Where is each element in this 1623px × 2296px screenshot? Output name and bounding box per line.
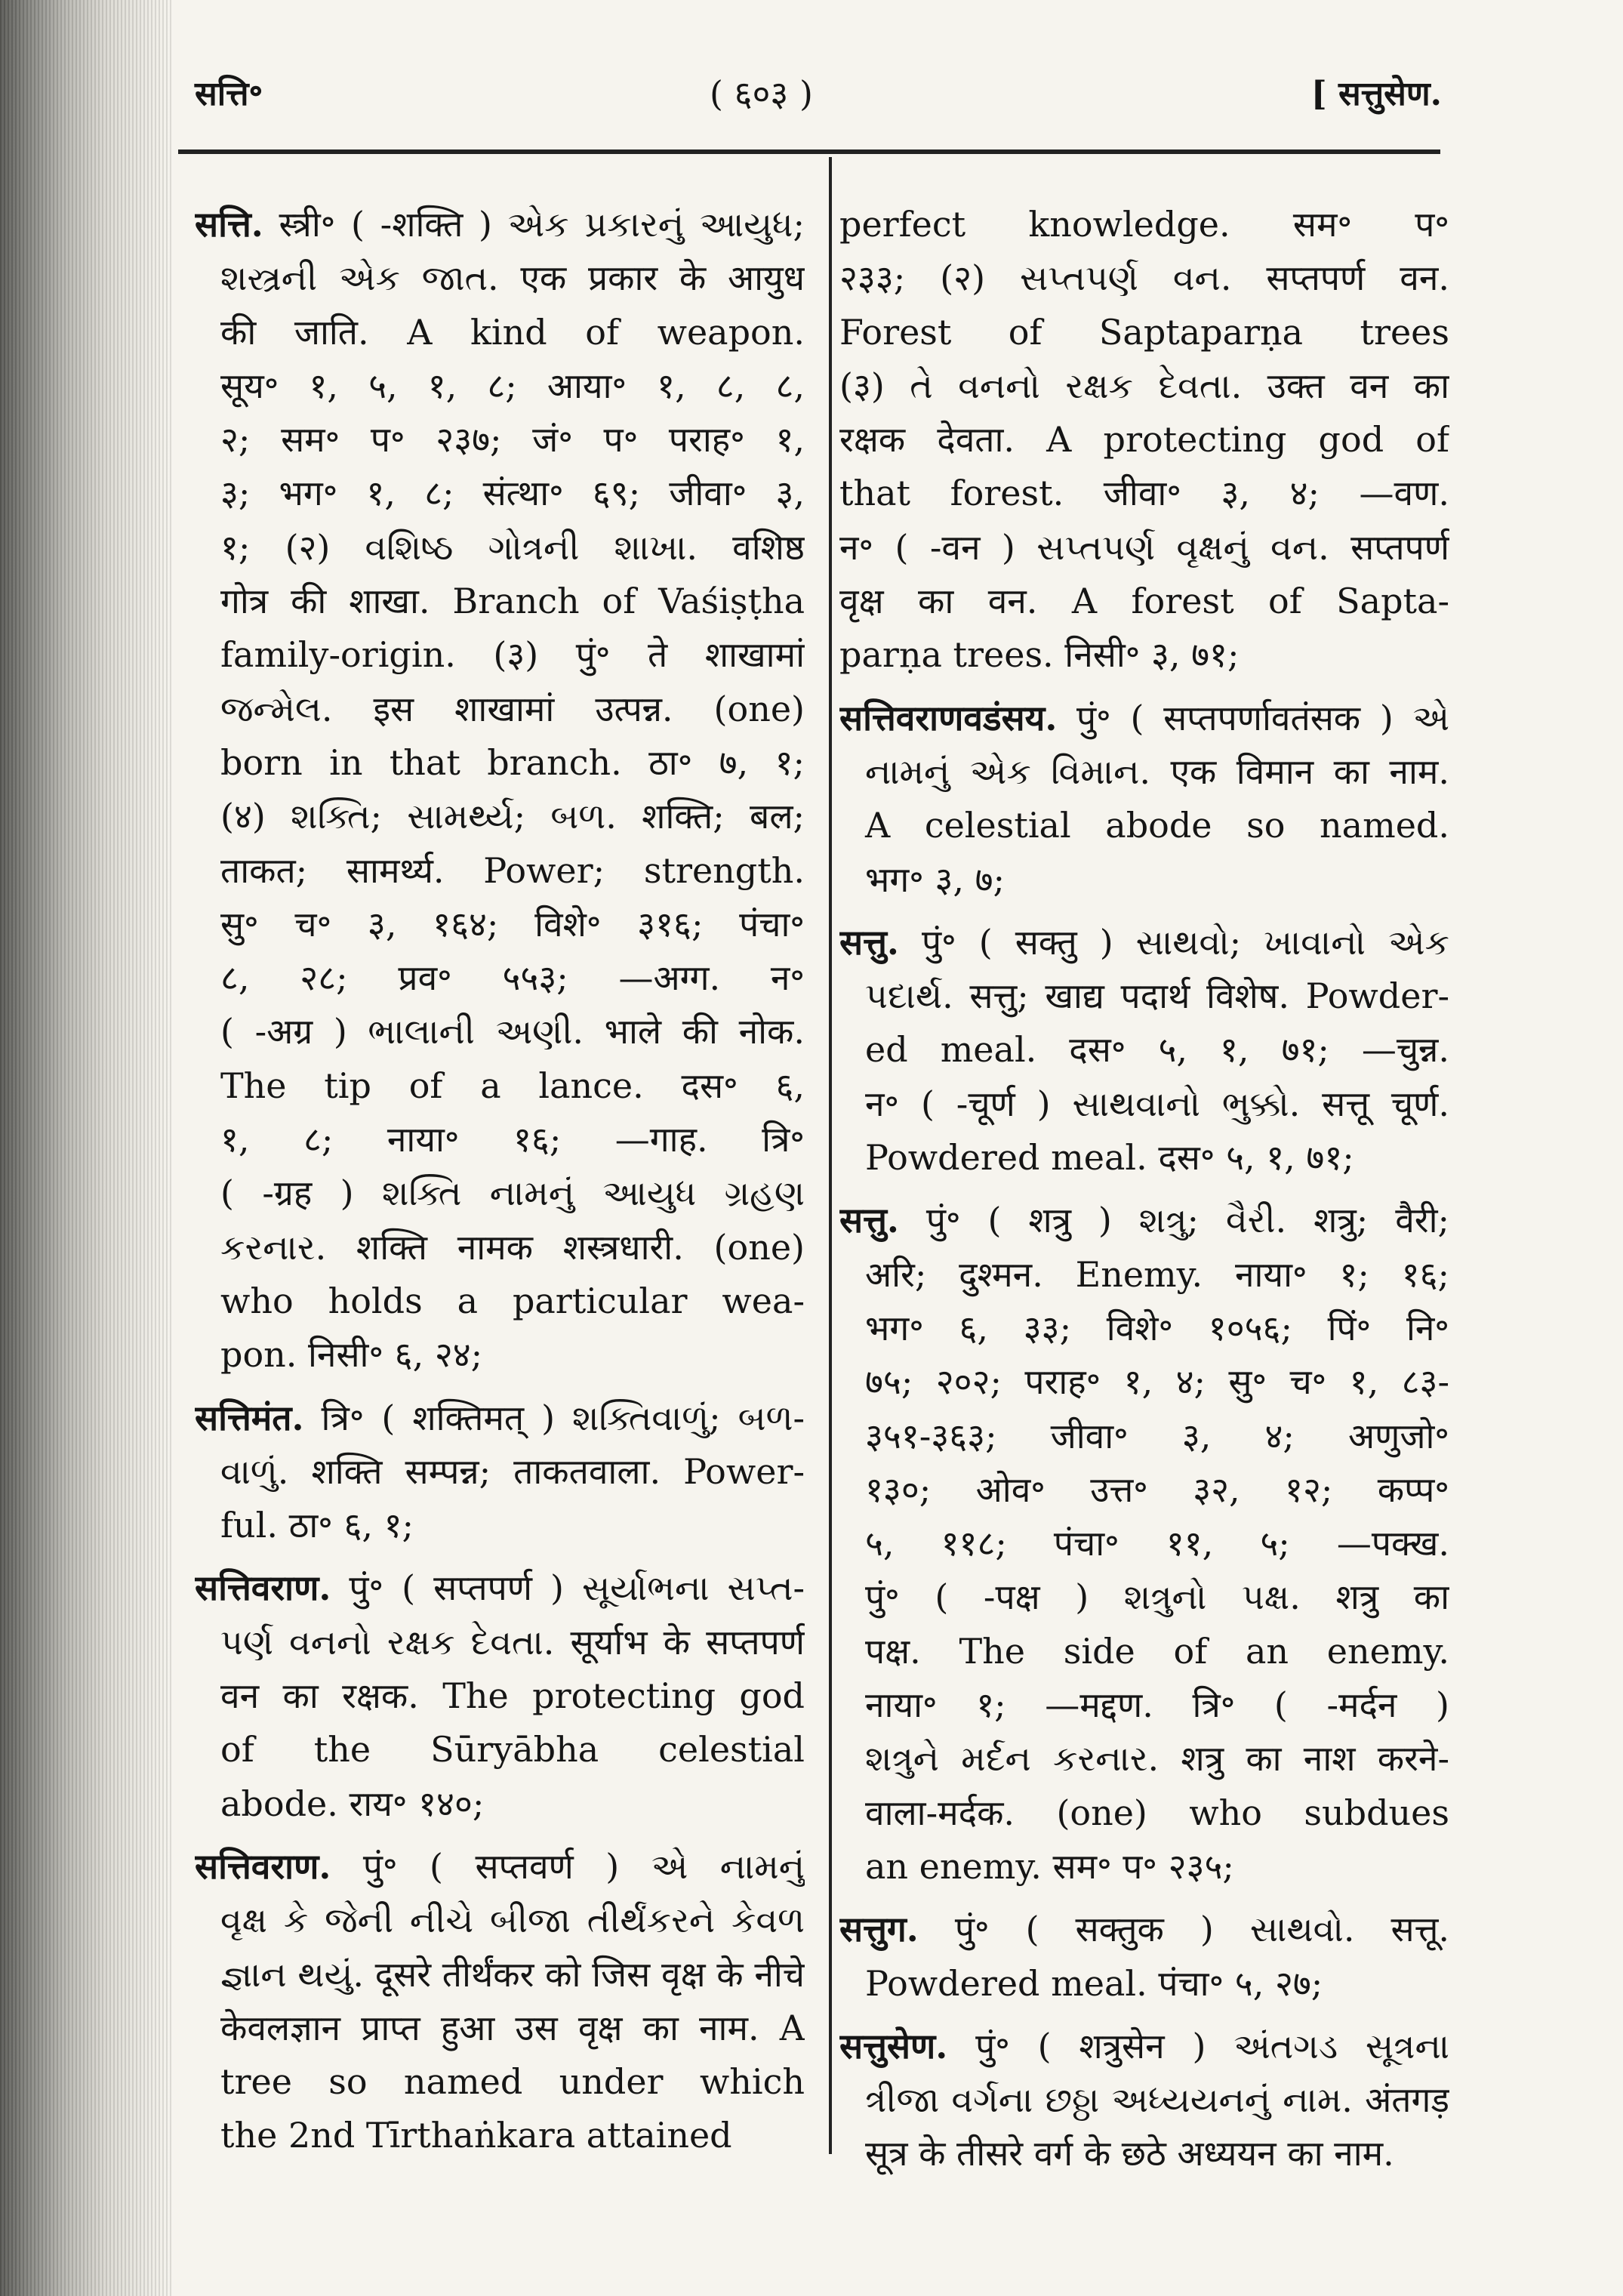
entry-line (839, 1077, 1449, 1131)
entry-text: पुं॰ ( सक्तुक ) સાથવો. सत्तू. (954, 1909, 1449, 1950)
entry-line (195, 736, 805, 790)
entry-text: (४) શક્તિ; સામર્થ્ય; બળ. शक्ति; बल; (220, 796, 805, 837)
entry-text: જ્ઞાન થયું. दूसरे तीर्थंकर को जिस वृक्ष के नीचे (220, 1953, 805, 1995)
entry-text: स्त्री॰ ( -शक्ति ) એક પ્રકારનું આયુધ; (279, 204, 805, 245)
entry-line (839, 1302, 1449, 1355)
entry-line (195, 951, 805, 1005)
entry-text: ful. ठा॰ ६, १; (220, 1505, 414, 1546)
entry-text: ३; भग॰ १, ८; संत्था॰ ६९; जीवा॰ ३, (220, 473, 805, 514)
entry-text: નામનું એક વિમાન. एक विमान का नाम. (865, 750, 1449, 792)
entry-line (839, 467, 1449, 520)
dictionary-entry (839, 1194, 1449, 1894)
left-column (195, 198, 805, 2163)
dictionary-entry (839, 198, 1449, 683)
entry-headword: सत्तिमंत. (195, 1397, 304, 1438)
entry-text: सूय॰ १, ५, १, ८; आया॰ १, ८, ८, (220, 365, 805, 406)
entry-line (195, 306, 805, 359)
entry-text: न॰ ( -वन ) સપ્તપર્ણ વૃક્ષનું વન. सप्तपर्ण (839, 526, 1449, 568)
entry-line (195, 359, 805, 413)
entry-text: पुं॰ ( सप्तवर्ण ) એ નામનું (362, 1845, 805, 1887)
entry-line (839, 1903, 1449, 1956)
entry-text: who holds a particular wea- (220, 1280, 805, 1321)
entry-line (195, 521, 805, 575)
entry-line (839, 799, 1449, 852)
entry-line (839, 1678, 1449, 1732)
entry-text: ८, २८; प्रव॰ ५५३; —अग्ग. न॰ (220, 957, 805, 999)
entry-line (195, 1499, 805, 1552)
entry-text: જન્મેલ. इस शाखामां उत्पन्न. (one) (220, 688, 805, 729)
entry-text: ३५१-३६३; जीवा॰ ३, ४; अणुजो॰ (865, 1415, 1449, 1456)
entry-headword: सत्ति. (195, 204, 263, 245)
running-head-left: सत्ति॰ (195, 75, 263, 113)
entry-text: पुं॰ ( सप्तपर्ण ) સૂર્યાભના સપ્ત- (349, 1567, 805, 1609)
entry-line (195, 251, 805, 305)
entry-text: १३०; ओव॰ उत्त॰ ३२, १२; कप्प॰ (865, 1469, 1449, 1510)
entry-text: भग॰ ३, ७; (865, 858, 1006, 900)
entry-headword: सत्तुसेण. (839, 2025, 948, 2066)
entry-text: सु॰ च॰ ३, १६४; विशे॰ ३१६; पंचा॰ (220, 903, 805, 945)
entry-text: त्रि॰ ( शक्तिमत् ) શક્તિવાળું; બળ- (321, 1397, 805, 1438)
entry-line (195, 1840, 805, 1894)
entry-line (195, 198, 805, 251)
entry-text: की जाति. A kind of weapon. (220, 311, 805, 353)
entry-line (195, 2055, 805, 2109)
entry-line (195, 2109, 805, 2162)
entry-line (195, 1894, 805, 1947)
entry-text: पुं॰ ( -पक्ष ) શત્રુનો પક્ષ. शत्रु का (865, 1576, 1449, 1618)
entry-line (839, 1023, 1449, 1077)
entry-text: born in that branch. ठा॰ ७, १; (220, 741, 805, 783)
right-column (839, 198, 1449, 2181)
entry-line (195, 898, 805, 951)
scanned-page-edge (0, 0, 174, 2296)
entry-text: pon. निसी॰ ६, २४; (220, 1334, 483, 1376)
entry-text: શત્રુને મર્દન કરનાર. शत्रु का नाश करने- (865, 1738, 1449, 1780)
entry-line (839, 1194, 1449, 1247)
page-number: ( ६०३ ) (710, 73, 813, 114)
entry-line (839, 1355, 1449, 1409)
entry-text: पुं॰ ( सक्तु ) સાથવો; ખાવાનો એક (921, 921, 1449, 963)
entry-text: गोत्र की शाखा. Branch of Vaśiṣṭha (220, 581, 805, 622)
entry-line (195, 1391, 805, 1445)
entry-line (839, 692, 1449, 745)
entry-line (195, 683, 805, 736)
dictionary-entry (839, 916, 1449, 1185)
entry-headword: सत्तु. (839, 921, 899, 963)
entry-headword: सत्तिवराण. (195, 1567, 331, 1609)
entry-line (839, 1732, 1449, 1786)
entry-text: family-origin. (३) पुं॰ ते शाखामां (220, 634, 805, 676)
entry-line (839, 306, 1449, 359)
entry-text: पक्ष. The side of an enemy. (865, 1630, 1449, 1672)
entry-text: ७५; २०२; पराह॰ १, ४; सु॰ च॰ १, ८३- (865, 1361, 1449, 1403)
dictionary-entry (195, 198, 805, 1382)
entry-line (839, 1957, 1449, 2011)
entry-line (195, 844, 805, 898)
entry-line (195, 1113, 805, 1166)
entry-line (839, 1840, 1449, 1894)
entry-line (195, 1328, 805, 1382)
dictionary-entry (195, 1391, 805, 1553)
entry-text: Powdered meal. पंचा॰ ५, २७; (865, 1962, 1323, 2004)
entry-text: ત્રીજા વર્ગના છઠ્ઠા અધ્યયનનું નામ. अंतगड़ (865, 2079, 1449, 2121)
entry-text: ५, ११८; पंचा॰ ११, ५; —पक्ख. (865, 1523, 1449, 1564)
entry-line (839, 413, 1449, 467)
entry-text: वन का रक्षक. The protecting god (220, 1675, 805, 1717)
entry-line (839, 628, 1449, 682)
entry-headword: सत्तिवराण. (195, 1845, 331, 1887)
entry-line (839, 359, 1449, 413)
entry-line (195, 1777, 805, 1831)
entry-text: नाया॰ १; —मद्दण. त्रि॰ ( -मर्दन ) (865, 1684, 1449, 1726)
entry-line (195, 467, 805, 520)
entry-line (839, 575, 1449, 628)
entry-line (195, 790, 805, 843)
entry-text: भग॰ ६, ३३; विशे॰ १०५६; पिं॰ नि॰ (865, 1307, 1449, 1348)
entry-text: વાળું. शक्ति सम्पन्न; ताकतवाला. Power- (220, 1450, 805, 1492)
entry-text: २३३; (२) સપ્તપર્ણ વન. सप्तपर्ण वन. (839, 257, 1449, 299)
entry-text: २; सम॰ प॰ २३७; जं॰ प॰ पराह॰ १, (220, 419, 805, 461)
entry-text: पुं॰ ( शत्रुसेन ) અંતગડ સૂત્રના (975, 2025, 1449, 2066)
entry-text: वृक्ष का वन. A forest of Sapta- (839, 581, 1449, 622)
entry-text: that forest. जीवा॰ ३, ४; —वण. (839, 473, 1449, 514)
entry-line (839, 1410, 1449, 1463)
entry-line (839, 853, 1449, 907)
entry-line (839, 198, 1449, 251)
entry-line (195, 575, 805, 628)
entry-line (839, 2127, 1449, 2180)
entry-text: કરનાર. शक्ति नामक शस्त्रधारी. (one) (220, 1226, 805, 1268)
entry-text: parṇa trees. निसी॰ ३, ७१; (839, 634, 1240, 676)
entry-line (195, 2002, 805, 2055)
entry-text: ताकत; सामर्थ्य. Power; strength. (220, 849, 805, 891)
entry-line (839, 2020, 1449, 2073)
entry-text: वाला-मर्दक. (one) who subdues (865, 1792, 1449, 1833)
entry-line (195, 1274, 805, 1328)
entry-line (195, 1445, 805, 1499)
entry-line (839, 2073, 1449, 2127)
entry-text: केवलज्ञान प्राप्त हुआ उस वृक्ष का नाम. A (220, 2007, 805, 2048)
entry-line (839, 745, 1449, 799)
entry-text: શસ્ત્રની એક જાત. एक प्रकार के आयुध (220, 257, 805, 299)
entry-line (839, 1625, 1449, 1678)
dictionary-entry (839, 2020, 1449, 2181)
entry-text: the 2nd Tīrthaṅkara attained (220, 2115, 732, 2156)
entry-headword: सत्तु. (839, 1200, 899, 1241)
column-divider (829, 157, 832, 2154)
entry-text: पुं॰ ( सप्तपर्णावतंसक ) એ (1076, 697, 1449, 738)
entry-text: पुं॰ ( शत्रु ) શત્રુ; વૈરી. शत्रु; वैरी; (925, 1200, 1449, 1241)
entry-text: रक्षक देवता. A protecting god of (839, 419, 1449, 461)
entry-text: A celestial abode so named. (865, 805, 1449, 846)
entry-text: सूत्र के तीसरे वर्ग के छठे अध्ययन का नाम. (865, 2133, 1394, 2174)
entry-line (195, 1723, 805, 1777)
entry-line (839, 251, 1449, 305)
entry-text: પર્ણ વનનો રક્ષક દેવતા. सूर्याभ के सप्तपर्ण (220, 1621, 805, 1663)
entry-text: १, ८; नाया॰ १६; —गाह. त्रि॰ (220, 1119, 805, 1160)
entry-line (195, 628, 805, 682)
entry-text: tree so named under which (220, 2061, 805, 2103)
running-head-right: [ सत्तुसेण. (1310, 75, 1442, 113)
entry-text: Powdered meal. दस॰ ५, १, ७१; (865, 1137, 1354, 1179)
entry-text: ed meal. दस॰ ५, १, ७१; —चुन्न. (865, 1029, 1449, 1071)
entry-line (195, 1561, 805, 1615)
entry-line (839, 1517, 1449, 1570)
entry-line (839, 1786, 1449, 1840)
entry-line (839, 969, 1449, 1023)
entry-line (839, 1248, 1449, 1302)
entry-headword: सत्तिवराणवडंसय. (839, 697, 1058, 738)
entry-text: (३) તે વનનો રક્ષક દેવતા. उक्त वन का (839, 365, 1449, 406)
entry-text: अरि; दुश्मन. Enemy. नाया॰ १; १६; (865, 1253, 1449, 1295)
entry-text: The tip of a lance. दस॰ ६, (220, 1065, 805, 1106)
entry-line (195, 1669, 805, 1723)
entry-line (839, 916, 1449, 969)
entry-text: ( -ग्रह ) શક્તિ નામનું આયુધ ગ્રહણ (220, 1173, 805, 1214)
entry-text: Forest of Saptaparṇa trees (839, 311, 1449, 353)
dictionary-entry (195, 1561, 805, 1830)
entry-line (839, 521, 1449, 575)
dictionary-entry (195, 1840, 805, 2163)
entry-text: પદાર્થ. सत्तु; खाद्य पदार्थ विशेष. Powder- (865, 975, 1449, 1017)
entry-line (195, 1005, 805, 1059)
dictionary-entry (839, 692, 1449, 907)
entry-line (195, 1948, 805, 2002)
entry-headword: सत्तुग. (839, 1909, 919, 1950)
entry-line (195, 1221, 805, 1274)
entry-line (195, 1059, 805, 1113)
entry-line (195, 1616, 805, 1669)
header-rule (178, 149, 1440, 154)
entry-text: ( -अग्र ) ભાલાની અણી. भाले की नोक. (220, 1011, 805, 1052)
entry-text: abode. राय॰ १४०; (220, 1783, 485, 1824)
entry-text: perfect knowledge. सम॰ प॰ (839, 204, 1449, 245)
entry-text: વૃક્ષ કે જેની નીચે બીજા તીર્થંકરને કેવળ (220, 1900, 805, 1941)
entry-line (195, 1166, 805, 1220)
entry-text: of the Sūryābha celestial (220, 1729, 805, 1771)
dictionary-entry (839, 1903, 1449, 2011)
entry-line (839, 1570, 1449, 1624)
entry-text: an enemy. सम॰ प॰ २३५; (865, 1845, 1234, 1887)
entry-line (839, 1463, 1449, 1517)
entry-line (839, 1131, 1449, 1185)
entry-text: १; (२) વશિષ્ઠ ગોત્રની શાખા. वशिष्ठ (220, 526, 805, 568)
entry-line (195, 413, 805, 467)
entry-text: न॰ ( -चूर्ण ) સાથવાનો ભુક્કો. सत्तू चूर्ण. (865, 1083, 1449, 1124)
